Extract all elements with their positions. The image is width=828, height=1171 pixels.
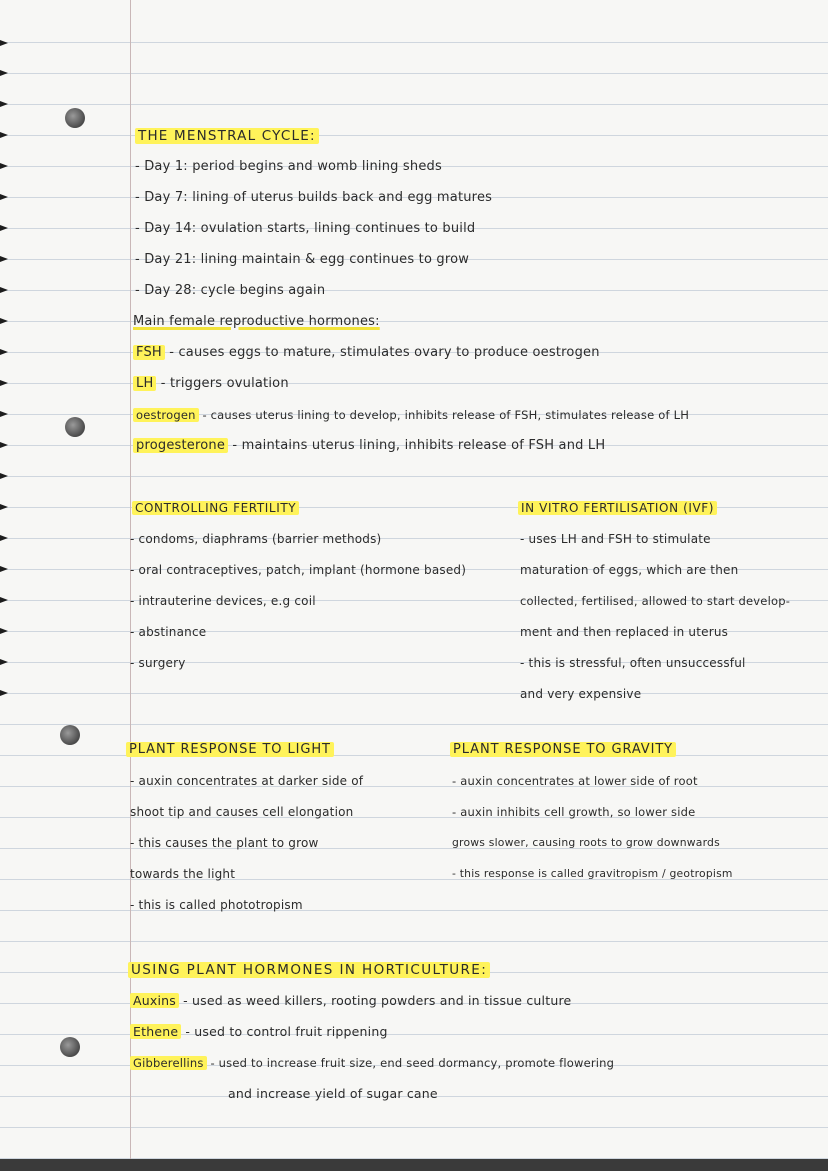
binder-tick [0,535,8,541]
day-28-line: - Day 28: cycle begins again [135,283,326,298]
hormone-name: progesterone [133,438,228,453]
fertility-item: - surgery [130,656,186,670]
hormone-desc: - causes eggs to mature, stimulates ovary to produce oestrogen [169,345,600,360]
menstrual-title: THE MENSTRAL CYCLE: [135,128,319,144]
horticulture-auxins [130,993,571,1009]
day-7-line: - Day 7: lining of uterus builds back and egg matures [135,190,493,205]
binder-tick [0,194,8,200]
light-line: towards the light [130,867,236,881]
hormone-fsh [133,345,600,361]
binder-tick [0,411,8,417]
binder-tick [0,101,8,107]
day-21-line: - Day 21: lining maintain & egg continues to grow [135,252,470,267]
binder-tick [0,504,8,510]
plant-hormone-name: Auxins [130,993,179,1008]
plant-hormone-name: Gibberellins [130,1056,207,1070]
binder-tick [0,473,8,479]
horticulture-ethene [130,1024,388,1040]
light-title: PLANT RESPONSE TO LIGHT [126,742,334,758]
ivf-line: collected, fertilised, allowed to start develop- [520,594,791,608]
horticulture-gibberellins [130,1055,614,1071]
light-line: - this is called phototropism [130,898,303,912]
fertility-item: - intrauterine devices, e.g coil [130,594,316,608]
binder-tick [0,628,8,634]
binder-tick [0,659,8,665]
hormones-title: Main female reproductive hormones: [133,314,380,329]
binder-tick [0,256,8,262]
hormone-oestrogen [133,407,689,423]
binder-tick [0,287,8,293]
binder-tick [0,442,8,448]
gravity-line: grows slower, causing roots to grow downwards [452,836,720,849]
punch-hole [65,417,85,437]
hormone-progesterone [133,438,605,454]
punch-hole [65,108,85,128]
binder-tick [0,690,8,696]
punch-hole [60,725,80,745]
binder-tick [0,566,8,572]
ivf-line: - uses LH and FSH to stimulate [520,532,711,546]
hormone-desc: - causes uterus lining to develop, inhibits release of FSH, stimulates release of LH [202,408,690,422]
binder-tick [0,380,8,386]
binder-tick [0,597,8,603]
ivf-line: - this is stressful, often unsuccessful [520,656,746,670]
binder-tick [0,318,8,324]
binder-tick [0,225,8,231]
hormone-desc: - triggers ovulation [160,376,289,391]
binder-tick [0,349,8,355]
binder-tick [0,70,8,76]
binder-tick [0,132,8,138]
binder-tick [0,163,8,169]
gravity-title: PLANT RESPONSE TO GRAVITY [450,742,676,758]
light-line: shoot tip and causes cell elongation [130,805,354,819]
ivf-line: and very expensive [520,687,642,701]
plant-hormone-name: Ethene [130,1024,181,1039]
plant-hormone-desc: - used to increase fruit size, end seed dormancy, promote flowering [210,1056,615,1070]
fertility-item: - oral contraceptives, patch, implant (hormone based) [130,563,467,577]
fertility-item: - condoms, diaphrams (barrier methods) [130,532,382,546]
binder-tick [0,40,8,46]
fertility-title: CONTROLLING FERTILITY [132,500,299,516]
plant-hormone-desc: - used as weed killers, rooting powders and in tissue culture [183,993,572,1008]
light-line: - auxin concentrates at darker side of [130,774,364,788]
gravity-line: - this response is called gravitropism / geotropism [452,867,733,880]
horticulture-continuation: and increase yield of sugar cane [228,1086,438,1101]
gravity-line: - auxin concentrates at lower side of root [452,774,698,788]
plant-hormone-desc: - used to control fruit rippening [185,1024,388,1039]
horticulture-title: USING PLANT HORMONES IN HORTICULTURE: [128,962,490,978]
hormone-name: FSH [133,345,165,360]
day-14-line: - Day 14: ovulation starts, lining continues to build [135,221,476,236]
day-1-line: - Day 1: period begins and womb lining sheds [135,159,442,174]
ivf-line: maturation of eggs, which are then [520,563,739,577]
hormone-name: oestrogen [133,408,199,422]
gravity-line: - auxin inhibits cell growth, so lower side [452,805,696,819]
hormone-lh [133,376,289,392]
hormone-name: LH [133,376,156,391]
page-bottom-edge [0,1159,828,1171]
ivf-line: ment and then replaced in uterus [520,625,729,639]
light-line: - this causes the plant to grow [130,836,319,850]
ivf-title: IN VITRO FERTILISATION (IVF) [518,500,717,516]
fertility-item: - abstinance [130,625,207,639]
punch-hole [60,1037,80,1057]
hormone-desc: - maintains uterus lining, inhibits release of FSH and LH [232,438,606,453]
